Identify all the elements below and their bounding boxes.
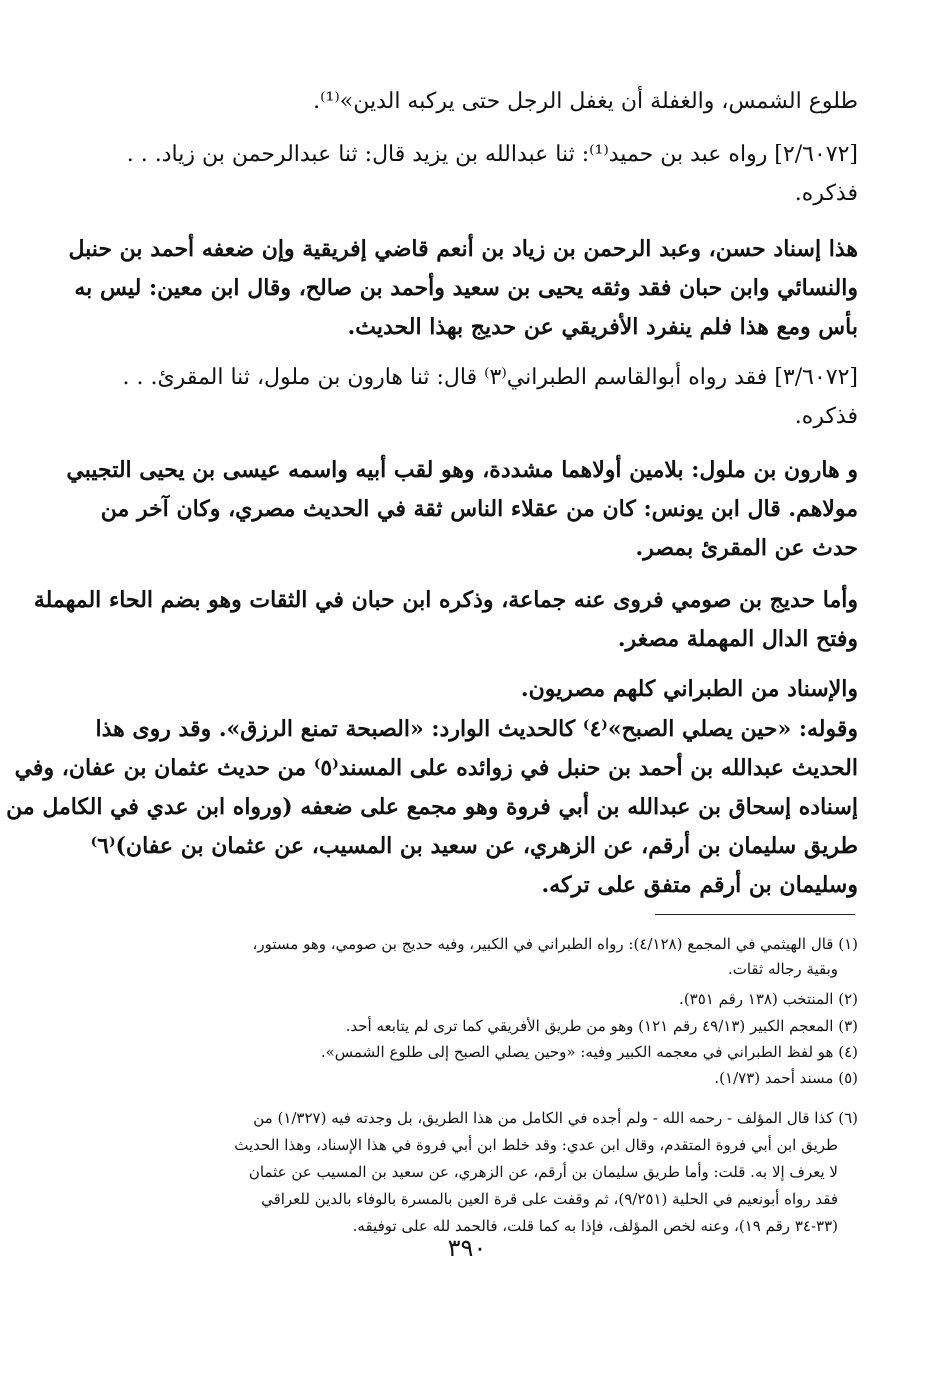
footnote-line: (٤) هو لفظ الطبراني في معجمه الكبير وفيه: «وحين يصلي الصبح إلى طلوع الشمس». [320,1043,858,1061]
commentary-line: وفتح الدال المهملة مصغر. [617,626,858,652]
footnote-line: (٢) المنتخب (١٣٨ رقم ٣٥١). [679,990,858,1008]
footnote-line: وبقية رجاله ثقات. [727,960,838,978]
hadith-entry-line: [٣/٦٠٧٢] فقد رواه أبوالقاسم الطبراني⁽٣⁾ قال: ثنا هارون بن ملول، ثنا المقرئ. . . [122,365,858,390]
commentary-line: هذا إسناد حسن، وعبد الرحمن بن زياد بن أنعم قاضي إفريقية وإن ضعفه أحمد بن حنبل [68,236,858,262]
page-number: ٣٩٠ [447,1234,487,1262]
footnote-separator [655,914,855,915]
commentary-line: الحديث عبدالله بن أحمد بن حنبل في زوائده على المسند⁽٥⁾ من حديث عثمان بن عفان، وفي [14,755,858,781]
commentary-line: طريق سليمان بن أرقم، عن الزهري، عن سعيد بن المسيب، عن عثمان بن عفان)⁽٦⁾ [90,833,858,859]
body-line: طلوع الشمس، والغفلة أن يغفل الرجل حتى يركبه الدين»⁽¹⁾. [313,89,858,114]
hadith-entry-line: [٢/٦٠٧٢] رواه عبد بن حميد⁽¹⁾: ثنا عبدالله بن يزيد قال: ثنا عبدالرحمن بن زياد. . . [126,142,858,167]
commentary-line: مولاهم. قال ابن يونس: كان من عقلاء الناس ثقة في الحديث مصري، وكان آخر من [100,496,858,522]
commentary-line: حدث عن المقرئ بمصر. [635,535,858,561]
footnote-line: (٦) كذا قال المؤلف - رحمه الله - ولم أجده في الكامل من هذا الطريق، بل وجدته فيه (١/٣٢٧) من [253,1109,858,1127]
footnote-line: فقد رواه أبونعيم في الحلية (٩/٢٥١)، ثم وقفت على قرة العين بالمسرة بالوفاء بالدين للعراقي [261,1190,838,1208]
commentary-line: والإسناد من الطبراني كلهم مصريون. [520,676,858,702]
commentary-line: بأس ومع هذا فلم ينفرد الأفريقي عن حديج بهذا الحديث. [347,314,858,340]
footnote-line: (٣٣-٣٤ رقم ١٩)، وعنه لخص المؤلف، فإذا به كما قلت، فالحمد لله على توفيقه. [352,1217,838,1235]
footnote-line: (٣) المعجم الكبير (٤٩/١٣ رقم ١٢١) وهو من طريق الأفريقي كما ترى لم يتابعه أحد. [345,1017,858,1035]
commentary-line: إسناده إسحاق بن عبدالله بن أبي فروة وهو مجمع على ضعفه (ورواه ابن عدي في الكامل من [6,794,858,820]
commentary-line: وسليمان بن أرقم متفق على تركه. [541,872,858,898]
footnote-line: (١) قال الهيثمي في المجمع (٤/١٢٨): رواه الطبراني في الكبير، وفيه حديج بن صومي، وهو مستور، [252,935,858,953]
commentary-line: والنسائي وابن حبان فقد وثقه يحيى بن سعيد وأحمد بن صالح، وقال ابن معين: ليس به [74,275,858,301]
body-line: فذكره. [794,181,858,206]
footnote-line: طريق ابن أبي فروة المتقدم، وقال ابن عدي: وقد خلط ابن أبي فروة في هذا الإسناد، وهذا الحديث [234,1136,838,1154]
commentary-line: وقوله: «حين يصلي الصبح»⁽٤⁾ كالحديث الوارد: «الصبحة تمنع الرزق». وقد روى هذا [95,716,858,742]
footnote-line: لا يعرف إلا به. قلت: وأما طريق سليمان بن أرقم، عن الزهري، عن سعيد بن المسيب عن عثمان [248,1163,838,1181]
body-line: فذكره. [794,404,858,429]
footnote-line: (٥) مسند أحمد (١/٧٣). [714,1069,858,1087]
commentary-line: وأما حديج بن صومي فروى عنه جماعة، وذكره ابن حبان في الثقات وهو بضم الحاء المهملة [33,587,858,613]
commentary-line: و هارون بن ملول: بلامين أولاهما مشددة، وهو لقب أبيه واسمه عيسى بن يحيى التجيبي [66,457,858,483]
